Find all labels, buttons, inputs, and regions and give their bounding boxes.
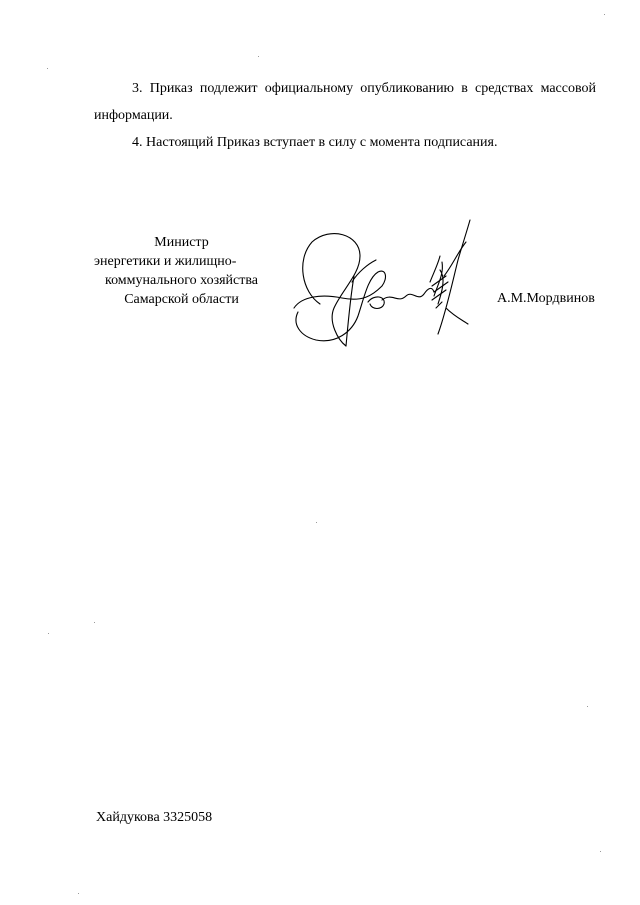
scan-speck: [94, 622, 95, 623]
handwritten-signature-icon: [282, 212, 472, 350]
signer-title-line-3: коммунального хозяйства: [104, 273, 259, 288]
scan-speck: [47, 68, 48, 69]
clause-3: 3. Приказ подлежит официальному опубликованию в средствах массовой информации.: [94, 81, 596, 123]
scan-speck: [48, 633, 49, 634]
signer-title: [94, 233, 269, 309]
scan-speck: [587, 706, 588, 707]
signer-name: А.М.Мордвинов: [497, 291, 595, 306]
scan-speck: [258, 56, 259, 57]
scan-speck: [316, 522, 317, 523]
scan-speck: [78, 893, 79, 894]
executor-contact: Хайдукова 3325058: [96, 810, 213, 825]
signer-title-line-2: энергетики и жилищно-: [94, 254, 237, 269]
clause-4: 4. Настоящий Приказ вступает в силу с момента подписания.: [132, 135, 498, 150]
signer-title-line-1: Министр: [154, 235, 209, 250]
signer-title-line-4: Самарской области: [124, 292, 239, 307]
scan-speck: [600, 851, 601, 852]
scan-speck: [604, 14, 605, 15]
